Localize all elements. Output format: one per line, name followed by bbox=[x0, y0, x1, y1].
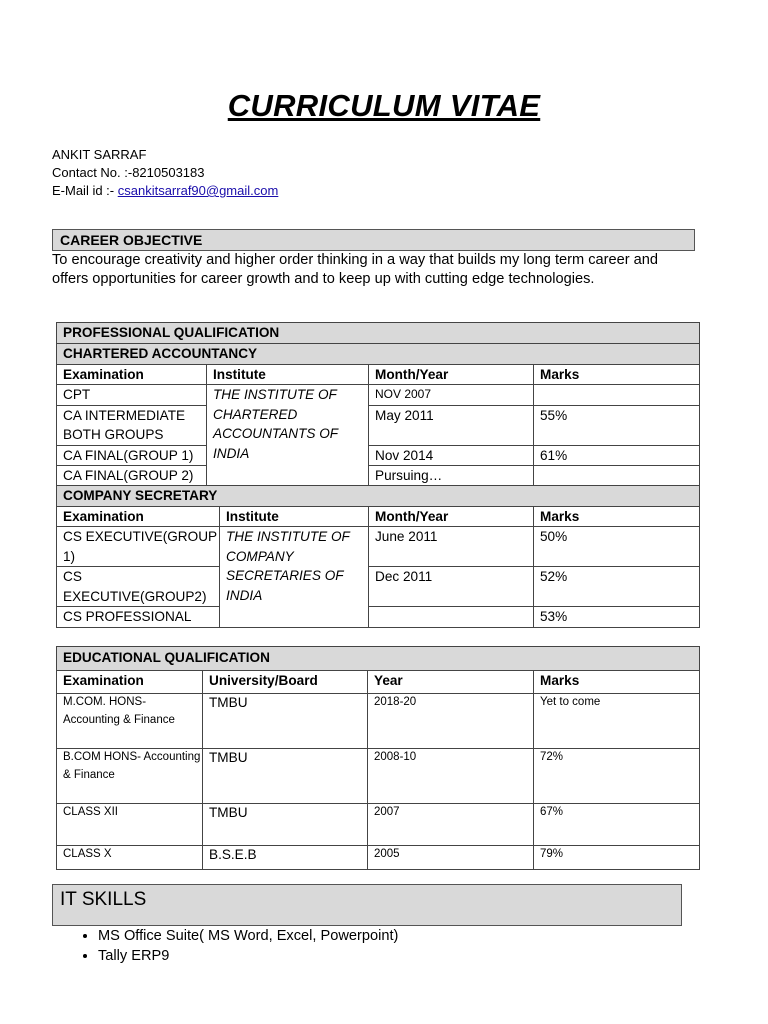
exam-cell: CS EXECUTIVE(GROUP2) bbox=[57, 567, 220, 607]
exam-cell: B.COM HONS- Accounting & Finance bbox=[57, 749, 203, 804]
column-header: Marks bbox=[534, 506, 700, 527]
exam-cell: CA FINAL(GROUP 1) bbox=[57, 445, 207, 466]
column-header: Year bbox=[368, 671, 534, 694]
educational-qualification-table bbox=[56, 646, 700, 870]
exam-cell: CS PROFESSIONAL bbox=[57, 607, 220, 628]
month-cell bbox=[369, 607, 534, 628]
document-title: CURRICULUM VITAE bbox=[227, 88, 541, 123]
month-cell: Dec 2011 bbox=[369, 567, 534, 607]
list-item: • MS Office Suite( MS Word, Excel, Powerpoint) bbox=[98, 926, 398, 946]
column-header: Marks bbox=[534, 364, 700, 385]
professional-qualification-heading: PROFESSIONAL QUALIFICATION bbox=[57, 323, 700, 344]
year-cell: 2007 bbox=[368, 804, 534, 846]
column-header: Examination bbox=[57, 364, 207, 385]
marks-cell: 55% bbox=[534, 405, 700, 445]
professional-qualification-table bbox=[56, 322, 700, 487]
year-cell: 2005 bbox=[368, 846, 534, 870]
exam-cell: CLASS XII bbox=[57, 804, 203, 846]
list-item: • Tally ERP9 bbox=[98, 946, 398, 966]
month-cell: NOV 2007 bbox=[369, 385, 534, 406]
educational-qualification-heading: EDUCATIONAL QUALIFICATION bbox=[57, 647, 700, 671]
marks-cell: 79% bbox=[534, 846, 700, 870]
column-header: Examination bbox=[57, 506, 220, 527]
marks-cell: 61% bbox=[534, 445, 700, 466]
email-label: E-Mail id :- bbox=[52, 183, 118, 198]
column-header: Institute bbox=[207, 364, 369, 385]
marks-cell: 53% bbox=[534, 607, 700, 628]
column-header: Marks bbox=[534, 671, 700, 694]
marks-cell bbox=[534, 466, 700, 487]
email-link[interactable]: csankitsarraf90@gmail.com bbox=[117, 183, 279, 198]
exam-cell: CA FINAL(GROUP 2) bbox=[57, 466, 207, 487]
column-header: Month/Year bbox=[369, 364, 534, 385]
column-header: Examination bbox=[57, 671, 203, 694]
board-cell: TMBU bbox=[203, 804, 368, 846]
career-objective-text: To encourage creativity and higher order thinking in a way that builds my long term career and offers opportunities for career growth and to keep up with cutting edge technologies. bbox=[52, 252, 658, 287]
career-objective-heading: CAREER OBJECTIVE bbox=[52, 229, 695, 251]
month-cell: Pursuing… bbox=[369, 466, 534, 487]
exam-cell: CPT bbox=[57, 385, 207, 406]
company-secretary-table bbox=[56, 485, 700, 628]
exam-cell: CA INTERMEDIATE BOTH GROUPS bbox=[57, 405, 207, 445]
it-skills-heading: IT SKILLS bbox=[52, 884, 682, 926]
marks-cell bbox=[534, 385, 700, 406]
month-cell: June 2011 bbox=[369, 527, 534, 567]
month-cell: Nov 2014 bbox=[369, 445, 534, 466]
year-cell: 2018-20 bbox=[368, 694, 534, 749]
year-cell: 2008-10 bbox=[368, 749, 534, 804]
email-line bbox=[52, 182, 278, 200]
exam-cell: CS EXECUTIVE(GROUP 1) bbox=[57, 527, 220, 567]
board-cell: TMBU bbox=[203, 694, 368, 749]
board-cell: B.S.E.B bbox=[203, 846, 368, 870]
exam-cell: M.COM. HONS- Accounting & Finance bbox=[57, 694, 203, 749]
marks-cell: 67% bbox=[534, 804, 700, 846]
candidate-name: ANKIT SARRAF bbox=[52, 147, 147, 162]
column-header: Month/Year bbox=[369, 506, 534, 527]
exam-cell: CLASS X bbox=[57, 846, 203, 870]
chartered-accountancy-heading: CHARTERED ACCOUNTANCY bbox=[57, 343, 700, 364]
marks-cell: 50% bbox=[534, 527, 700, 567]
board-cell: TMBU bbox=[203, 749, 368, 804]
marks-cell: Yet to come bbox=[534, 694, 700, 749]
column-header: University/Board bbox=[203, 671, 368, 694]
company-secretary-heading: COMPANY SECRETARY bbox=[57, 486, 700, 507]
marks-cell: 52% bbox=[534, 567, 700, 607]
ca-institute-cell: THE INSTITUTE OF CHARTERED ACCOUNTANTS OF INDIA bbox=[207, 385, 369, 487]
contact-number: Contact No. :-8210503183 bbox=[52, 165, 205, 180]
cs-institute-cell: THE INSTITUTE OF COMPANY SECRETARIES OF INDIA bbox=[220, 527, 369, 628]
column-header: Institute bbox=[220, 506, 369, 527]
month-cell: May 2011 bbox=[369, 405, 534, 445]
marks-cell: 72% bbox=[534, 749, 700, 804]
it-skills-list bbox=[52, 926, 398, 966]
